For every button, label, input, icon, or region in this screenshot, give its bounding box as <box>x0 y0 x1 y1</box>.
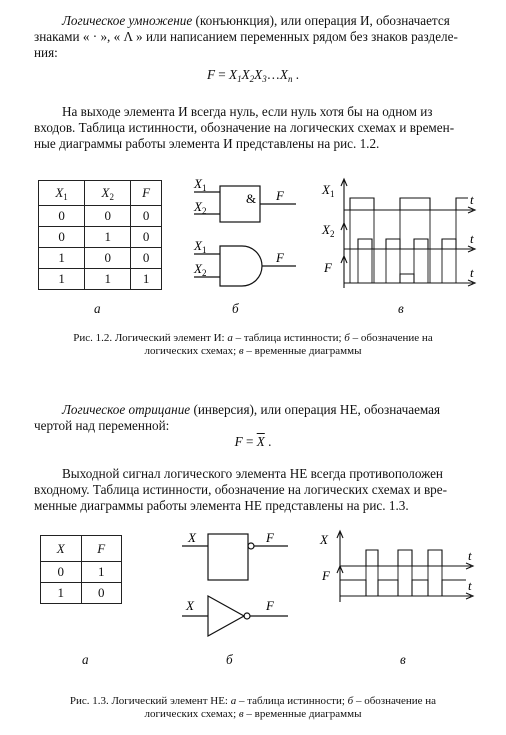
input-x-label: X <box>188 530 196 545</box>
paragraph-negation: Логическое отрицание (инверсия), или операция НЕ, обозначаемая чертой над переменной: <box>34 402 441 433</box>
paragraph-conjunction: Логическое умножение (конъюнкция), или операция И, обозначается знаками « · », « Λ » или написанием переменных рядом без знаков разделе- ния: <box>34 13 458 60</box>
output-f-label: F <box>266 530 274 545</box>
term-conjunction: Логическое умножение <box>62 13 193 28</box>
subfig-label-a: а <box>94 301 101 316</box>
t-axis-label: t <box>470 231 474 246</box>
not-gate-symbols <box>176 528 296 640</box>
table-row: 1 1 1 <box>39 269 162 290</box>
table-header-row: $X_1$ $X_2$ F <box>39 181 162 206</box>
t-axis-label: t <box>468 578 472 593</box>
table-row: 0 1 <box>41 562 122 583</box>
table-header-row: X F <box>41 536 122 562</box>
subfig-label-a: а <box>82 652 89 667</box>
subfig-label-c: в <box>400 652 406 667</box>
x-axis-label: X <box>320 532 328 547</box>
and-timing-diagram <box>318 176 488 294</box>
input-x1-label: $X_1$ <box>194 238 207 255</box>
x1-axis-label: $X_1$ <box>322 182 335 199</box>
paragraph-not-element: Выходной сигнал логического элемента НЕ всегда противоположен входному. Таблица истинности, обозначение на логических схемах и вре- менные диаграммы работы элемента НЕ представлены на рис. 1.3. <box>34 466 448 513</box>
input-x-label: X <box>186 598 194 613</box>
t-axis-label: t <box>468 548 472 563</box>
t-axis-label: t <box>470 265 474 280</box>
not-truth-table <box>40 535 122 604</box>
and-gate-symbols <box>190 176 300 288</box>
output-f-label: F <box>276 188 284 203</box>
t-axis-label: t <box>470 192 474 207</box>
subfig-label-b: б <box>226 652 233 667</box>
formula-conjunction: $F = X_1X_2X_3\dots X_n$ . <box>206 67 300 84</box>
not-timing-diagram <box>316 528 486 608</box>
subfig-label-b: б <box>232 301 239 316</box>
paragraph-and-element: На выходе элемента И всегда нуль, если нуль хотя бы на одном из входов. Таблица истинности, обозначение на логических схемах и времен- ные диаграммы работы элемента И представлены на рис. 1.2. <box>34 104 455 151</box>
table-row: 0 0 0 <box>39 206 162 227</box>
and-symbol: & <box>246 191 257 206</box>
output-f-label: F <box>276 250 284 265</box>
table-row: 1 0 <box>41 583 122 604</box>
input-x1-label: $X_1$ <box>194 176 207 193</box>
f-axis-label: F <box>324 260 332 275</box>
figure-caption-1-2: Рис. 1.2. Логический элемент И: а – таблица истинности; б – обозначение на логических схемах; в – временные диаграммы <box>73 332 433 357</box>
term-negation: Логическое отрицание <box>62 402 191 417</box>
x2-waveform <box>344 239 468 249</box>
subfig-label-c: в <box>398 301 404 316</box>
table-row: 0 1 0 <box>39 227 162 248</box>
f-axis-label: F <box>322 568 330 583</box>
figure-caption-1-3: Рис. 1.3. Логический элемент НЕ: а – таблица истинности; б – обозначение на логических схемах; в – временные диаграммы <box>69 695 437 720</box>
and-truth-table <box>38 180 162 290</box>
table-row: 1 0 0 <box>39 248 162 269</box>
f-waveform <box>344 274 468 283</box>
x2-axis-label: $X_2$ <box>322 222 335 239</box>
x1-waveform <box>344 198 468 210</box>
input-x2-label: $X_2$ <box>194 261 207 278</box>
f-waveform <box>340 580 466 596</box>
x-waveform <box>340 550 466 566</box>
formula-negation: $F = \overline{X}$ . <box>234 434 272 449</box>
output-f-label: F <box>266 598 274 613</box>
input-x2-label: $X_2$ <box>194 199 207 216</box>
